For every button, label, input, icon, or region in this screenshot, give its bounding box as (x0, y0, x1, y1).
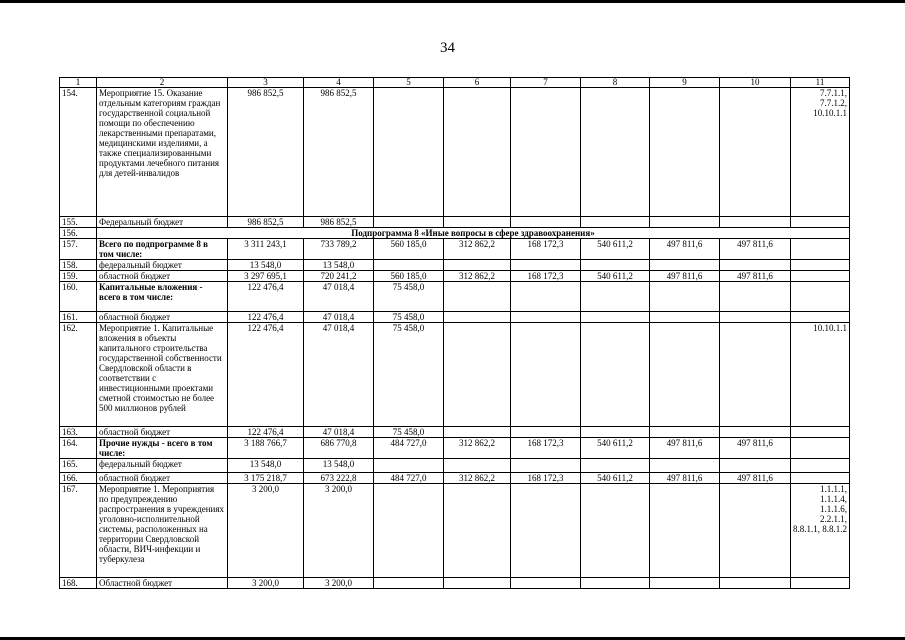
row-number-cell: 168. (60, 578, 97, 589)
value-cell: 497 811,6 (650, 239, 720, 260)
value-cell (720, 312, 791, 323)
row-number-cell: 162. (60, 323, 97, 427)
value-cell: 13 548,0 (304, 260, 374, 271)
value-cell: 484 727,0 (374, 438, 444, 459)
value-cell: 47 018,4 (304, 312, 374, 323)
header-cell: 4 (304, 78, 374, 88)
item-name-cell: федеральный бюджет (97, 260, 228, 271)
value-cell (720, 484, 791, 578)
value-cell (444, 282, 511, 312)
subprogram-row (60, 228, 850, 239)
value-cell: 560 185,0 (374, 271, 444, 282)
value-cell (720, 260, 791, 271)
value-cell (720, 427, 791, 438)
value-cell: 168 172,3 (511, 271, 581, 282)
value-cell (720, 323, 791, 427)
row-number-cell: 154. (60, 88, 97, 217)
value-cell: 484 727,0 (374, 473, 444, 484)
value-cell (581, 578, 650, 589)
table-row (60, 484, 850, 578)
value-cell: 122 476,4 (228, 282, 304, 312)
item-name-cell: Федеральный бюджет (97, 217, 228, 228)
row-number-cell: 163. (60, 427, 97, 438)
value-cell: 122 476,4 (228, 312, 304, 323)
value-cell (581, 312, 650, 323)
value-cell (511, 459, 581, 473)
header-cell: 9 (650, 78, 720, 88)
value-cell (581, 217, 650, 228)
value-cell (444, 217, 511, 228)
table-row (60, 323, 850, 427)
value-cell (511, 88, 581, 217)
row-number-cell: 166. (60, 473, 97, 484)
row-number-cell: 155. (60, 217, 97, 228)
value-cell: 3 200,0 (228, 484, 304, 578)
value-cell: 540 611,2 (581, 239, 650, 260)
value-cell (444, 312, 511, 323)
header-cell: 8 (581, 78, 650, 88)
value-cell (511, 323, 581, 427)
subprogram-title-cell: Подпрограмма 8 «Иные вопросы в сфере здравоохранения» (97, 228, 850, 239)
value-cell: 733 789,2 (304, 239, 374, 260)
page-number: 34 (440, 40, 455, 56)
value-cell (581, 459, 650, 473)
value-cell (444, 427, 511, 438)
value-cell (511, 217, 581, 228)
target-ref-cell (791, 260, 850, 271)
table-row (60, 427, 850, 438)
header-cell: 11 (791, 78, 850, 88)
table-row (60, 282, 850, 312)
table-row (60, 239, 850, 260)
value-cell: 540 611,2 (581, 473, 650, 484)
value-cell (581, 427, 650, 438)
header-cell: 6 (444, 78, 511, 88)
value-cell (720, 578, 791, 589)
value-cell (650, 578, 720, 589)
value-cell: 540 611,2 (581, 271, 650, 282)
table-row (60, 438, 850, 459)
value-cell: 312 862,2 (444, 271, 511, 282)
value-cell: 986 852,5 (304, 88, 374, 217)
value-cell: 3 297 695,1 (228, 271, 304, 282)
header-cell: 3 (228, 78, 304, 88)
value-cell (444, 459, 511, 473)
value-cell (374, 260, 444, 271)
header-cell: 7 (511, 78, 581, 88)
header-row (60, 78, 850, 88)
value-cell: 497 811,6 (720, 473, 791, 484)
value-cell: 673 222,8 (304, 473, 374, 484)
top-border-line (0, 0, 905, 3)
row-number-cell: 161. (60, 312, 97, 323)
value-cell: 168 172,3 (511, 473, 581, 484)
value-cell: 47 018,4 (304, 282, 374, 312)
value-cell: 497 811,6 (650, 271, 720, 282)
target-ref-cell: 7.7.1.1, 7.7.1.2, 10.10.1.1 (791, 88, 850, 217)
value-cell: 3 175 218,7 (228, 473, 304, 484)
value-cell: 3 188 766,7 (228, 438, 304, 459)
row-number-cell: 167. (60, 484, 97, 578)
table-row (60, 459, 850, 473)
value-cell: 75 458,0 (374, 282, 444, 312)
target-ref-cell (791, 312, 850, 323)
row-number-cell: 164. (60, 438, 97, 459)
value-cell (581, 88, 650, 217)
value-cell (720, 217, 791, 228)
item-name-cell: Капитальные вложения - всего в том числе: (97, 282, 228, 312)
item-name-cell: областной бюджет (97, 312, 228, 323)
value-cell (511, 260, 581, 271)
value-cell: 497 811,6 (650, 438, 720, 459)
table-row (60, 473, 850, 484)
item-name-cell: областной бюджет (97, 473, 228, 484)
target-ref-cell: 10.10.1.1 (791, 323, 850, 427)
target-ref-cell (791, 427, 850, 438)
value-cell (650, 88, 720, 217)
target-ref-cell (791, 473, 850, 484)
value-cell: 986 852,5 (304, 217, 374, 228)
value-cell (374, 484, 444, 578)
value-cell: 122 476,4 (228, 427, 304, 438)
value-cell (374, 217, 444, 228)
value-cell (444, 260, 511, 271)
item-name-cell: областной бюджет (97, 427, 228, 438)
value-cell: 3 311 243,1 (228, 239, 304, 260)
value-cell: 560 185,0 (374, 239, 444, 260)
header-cell: 1 (60, 78, 97, 88)
target-ref-cell (791, 239, 850, 260)
value-cell (720, 88, 791, 217)
value-cell: 13 548,0 (228, 260, 304, 271)
value-cell (581, 282, 650, 312)
value-cell (511, 312, 581, 323)
value-cell: 122 476,4 (228, 323, 304, 427)
value-cell (581, 484, 650, 578)
value-cell (444, 323, 511, 427)
value-cell: 312 862,2 (444, 239, 511, 260)
value-cell: 47 018,4 (304, 323, 374, 427)
target-ref-cell (791, 459, 850, 473)
value-cell: 3 200,0 (228, 578, 304, 589)
value-cell: 75 458,0 (374, 427, 444, 438)
value-cell: 312 862,2 (444, 438, 511, 459)
item-name-cell: Прочие нужды - всего в том числе: (97, 438, 228, 459)
row-number-cell: 160. (60, 282, 97, 312)
row-number-cell: 165. (60, 459, 97, 473)
target-ref-cell (791, 271, 850, 282)
item-name-cell: Мероприятие 15. Оказание отдельным категориям граждан государственной социальной помощи по обеспечению лекарственными препаратами, медицинскими изделиями, а также специализированными продуктами лечебного питания для детей-инвалидов (97, 88, 228, 217)
value-cell (650, 282, 720, 312)
table-row (60, 312, 850, 323)
value-cell (511, 578, 581, 589)
value-cell (444, 88, 511, 217)
value-cell (444, 484, 511, 578)
value-cell (374, 88, 444, 217)
value-cell (444, 578, 511, 589)
value-cell: 540 611,2 (581, 438, 650, 459)
target-ref-cell (791, 578, 850, 589)
value-cell (720, 459, 791, 473)
item-name-cell: Мероприятие 1. Мероприятия по предупреждению распространения в учреждениях уголовно-исполнительной системы, расположенных на территории Свердловской области, ВИЧ-инфекции и туберкулеза (97, 484, 228, 578)
item-name-cell: Областной бюджет (97, 578, 228, 589)
value-cell: 497 811,6 (650, 473, 720, 484)
value-cell: 13 548,0 (228, 459, 304, 473)
value-cell: 986 852,5 (228, 88, 304, 217)
value-cell (581, 323, 650, 427)
value-cell: 47 018,4 (304, 427, 374, 438)
value-cell (650, 312, 720, 323)
table-row (60, 271, 850, 282)
row-number-cell: 157. (60, 239, 97, 260)
target-ref-cell (791, 282, 850, 312)
table-row (60, 88, 850, 217)
value-cell: 3 200,0 (304, 484, 374, 578)
value-cell (650, 217, 720, 228)
value-cell (650, 260, 720, 271)
value-cell (511, 484, 581, 578)
header-cell: 10 (720, 78, 791, 88)
target-ref-cell: 1.1.1.1, 1.1.1.4, 1.1.1.6, 2.2.1.1, 8.8.1.1, 8.8.1.2 (791, 484, 850, 578)
value-cell (650, 484, 720, 578)
value-cell: 497 811,6 (720, 438, 791, 459)
value-cell (650, 459, 720, 473)
value-cell (511, 427, 581, 438)
value-cell: 497 811,6 (720, 239, 791, 260)
table-row (60, 260, 850, 271)
value-cell: 986 852,5 (228, 217, 304, 228)
header-cell: 2 (97, 78, 228, 88)
item-name-cell: Мероприятие 1. Капитальные вложения в объекты капитального строительства государственной собственности Свердловской области в соответствии с инвестиционными проектами сметной стоимостью не более 500 миллионов рублей (97, 323, 228, 427)
budget-table (59, 77, 850, 589)
row-number-cell: 158. (60, 260, 97, 271)
value-cell (581, 260, 650, 271)
value-cell: 13 548,0 (304, 459, 374, 473)
value-cell (720, 282, 791, 312)
item-name-cell: федеральный бюджет (97, 459, 228, 473)
value-cell (374, 459, 444, 473)
row-number-cell: 156. (60, 228, 97, 239)
value-cell (650, 427, 720, 438)
row-number-cell: 159. (60, 271, 97, 282)
value-cell: 497 811,6 (720, 271, 791, 282)
header-cell: 5 (374, 78, 444, 88)
value-cell: 3 200,0 (304, 578, 374, 589)
value-cell: 720 241,2 (304, 271, 374, 282)
value-cell: 686 770,8 (304, 438, 374, 459)
value-cell: 168 172,3 (511, 438, 581, 459)
item-name-cell: областной бюджет (97, 271, 228, 282)
value-cell: 168 172,3 (511, 239, 581, 260)
item-name-cell: Всего по подпрограмме 8 в том числе: (97, 239, 228, 260)
value-cell: 75 458,0 (374, 323, 444, 427)
target-ref-cell (791, 438, 850, 459)
value-cell (650, 323, 720, 427)
value-cell: 75 458,0 (374, 312, 444, 323)
value-cell (511, 282, 581, 312)
table-row (60, 217, 850, 228)
value-cell (374, 578, 444, 589)
value-cell: 312 862,2 (444, 473, 511, 484)
table-row (60, 578, 850, 589)
target-ref-cell (791, 217, 850, 228)
